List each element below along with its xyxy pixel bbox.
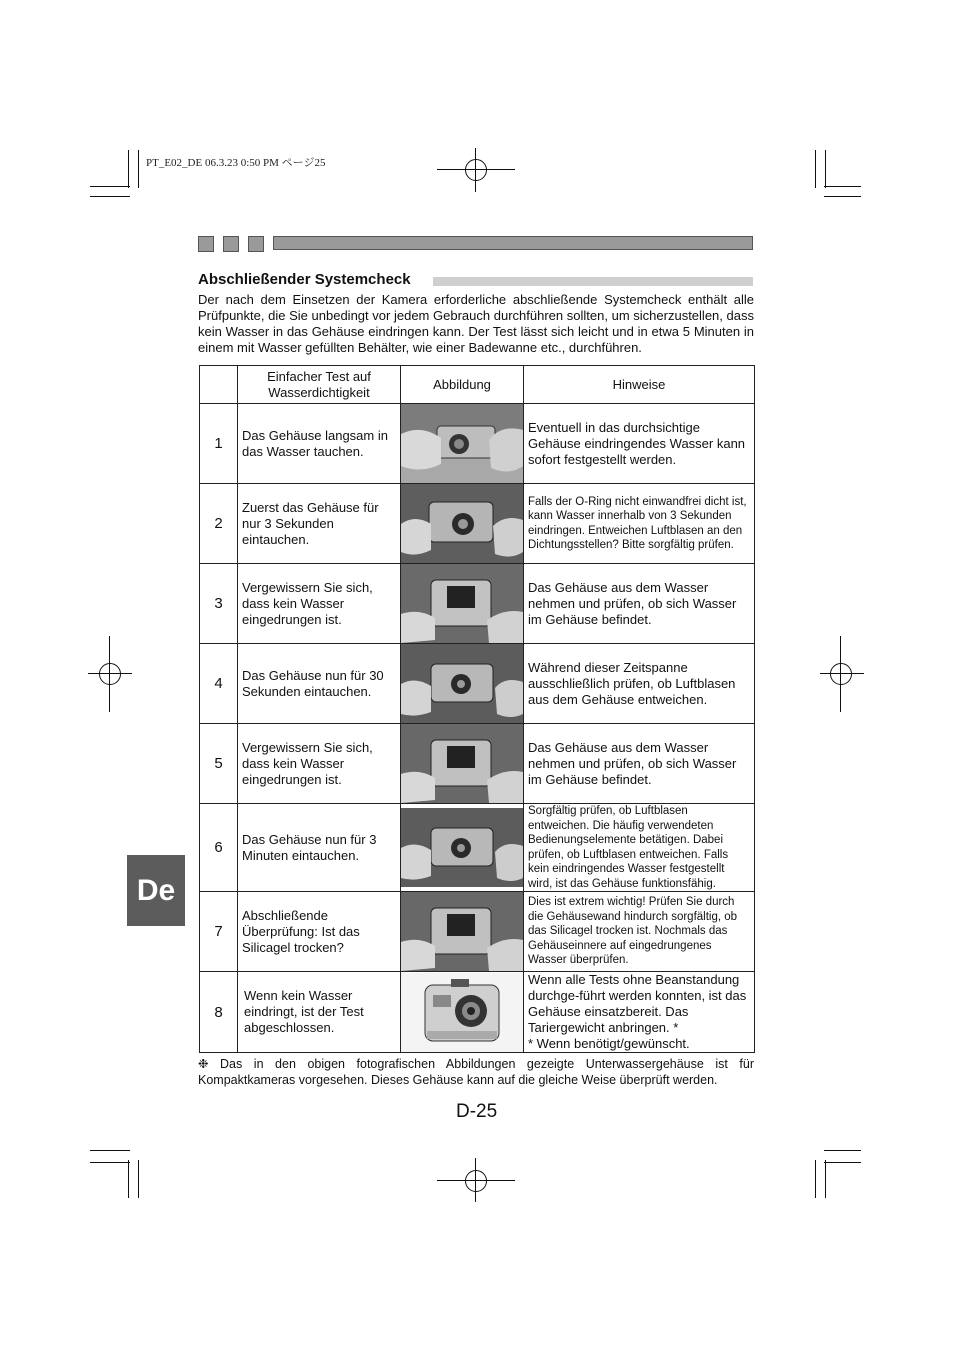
step-photo [401,804,524,892]
housing-underwater-photo [401,484,523,563]
step-number: 6 [200,804,238,892]
step-test: Zuerst das Gehäuse für nur 3 Sekunden eintauchen. [238,484,401,564]
section-title: Abschließender Systemcheck [198,271,411,288]
step-test: Das Gehäuse nun für 3 Minuten eintauchen. [238,804,401,892]
housing-underwater-photo [401,808,523,887]
table-row [200,804,755,892]
table-header-row [200,366,755,404]
step-note: Sorgfältig prüfen, ob Luftblasen entweichen. Die häufig verwendeten Bedienungselemente betätigen. Dabei prüfen, ob Luftblasen entweichen. Falls kein eindringendes Wasser festgestellt wird, ist das Gehäuse funktionsfähig. [524,804,755,892]
step-note: Dies ist extrem wichtig! Prüfen Sie durch die Gehäusewand hindurch sorgfältig, ob das Silicagel trocken ist. Nochmals das Gehäuseinnere auf eingedrungenes Wasser überprüfen. [524,892,755,972]
header-test: Einfacher Test auf Wasserdichtigkeit [238,366,401,404]
step-number: 1 [200,404,238,484]
housing-inspection-photo [401,892,523,971]
header-picture: Abbildung [401,366,524,404]
systemcheck-table [199,365,755,1053]
step-photo [401,644,524,724]
step-photo [401,724,524,804]
page-number: D-25 [456,1101,498,1122]
housing-underwater-photo [401,644,523,723]
table-row [200,644,755,724]
footnote-text: Das in den obigen fotografischen Abbildungen gezeigte Unterwassergehäuse ist für Kompaktkameras vorgesehen. Dieses Gehäuse kann auf die gleiche Weise überprüft werden. [198,1057,754,1087]
step-note: Das Gehäuse aus dem Wasser nehmen und prüfen, ob sich Wasser im Gehäuse befindet. [524,724,755,804]
table-row [200,564,755,644]
step-photo [401,564,524,644]
housing-inspection-photo [401,564,523,643]
step-test: Vergewissern Sie sich, dass kein Wasser eingedrungen ist. [238,564,401,644]
step-test: Abschließende Überprüfung: Ist das Silicagel trocken? [238,892,401,972]
step-test: Das Gehäuse langsam in das Wasser tauchen. [238,404,401,484]
housing-in-hands-photo [401,404,523,483]
title-rule [433,277,753,286]
step-note: Das Gehäuse aus dem Wasser nehmen und prüfen, ob sich Wasser im Gehäuse befindet. [524,564,755,644]
step-number: 7 [200,892,238,972]
step-note: Während dieser Zeitspanne ausschließlich prüfen, ob Luftblasen aus dem Gehäuse entweichen. [524,644,755,724]
language-tab: De [127,855,185,926]
step-test: Vergewissern Sie sich, dass kein Wasser eingedrungen ist. [238,724,401,804]
step-number: 8 [200,972,238,1053]
closed-housing-photo [401,973,523,1052]
footnote-symbol: ❉ [198,1057,209,1071]
table-row [200,972,755,1053]
step-photo [401,972,524,1053]
step-note-text: Wenn alle Tests ohne Beanstandung durchge-führt werden konnten, ist das Gehäuse einsatzbereit. Das Tariergewicht anbringen. * [528,972,747,1035]
print-header: PT_E02_DE 06.3.23 0:50 PM ページ25 [146,157,326,169]
housing-inspection-photo [401,724,523,803]
step-number: 3 [200,564,238,644]
intro-paragraph: Der nach dem Einsetzen der Kamera erforderliche abschließende Systemcheck enthält alle Prüfpunkte, die Sie unbedingt vor jedem Gebrauch durchführen sollten, um sicherzustellen, dass kein Wasser in das Gehäuse eindringen kann. Der Test lässt sich leicht und in etwa 5 Minuten in einem mit Wasser gefüllten Behälter, wie einer Badewanne etc., durchführen. [198,292,754,355]
step-note: Falls der O-Ring nicht einwandfrei dicht ist, kann Wasser innerhalb von 3 Sekunden eindringen. Entweichen Luftblasen an den Dichtungsstellen? Bitte sorgfältig prüfen. [524,484,755,564]
step-note [524,972,755,1053]
step-photo [401,892,524,972]
table-row [200,404,755,484]
step-number: 5 [200,724,238,804]
table-row [200,724,755,804]
step-test: Wenn kein Wasser eindringt, ist der Test abgeschlossen. [238,972,401,1053]
header-notes: Hinweise [524,366,755,404]
step-test: Das Gehäuse nun für 30 Sekunden eintauchen. [238,644,401,724]
header-number [200,366,238,404]
table-row [200,484,755,564]
table-row [200,892,755,972]
step-number: 4 [200,644,238,724]
step-note: Eventuell in das durchsichtige Gehäuse eindringendes Wasser kann sofort festgestellt werden. [524,404,755,484]
step-photo [401,484,524,564]
step-note-asterisk: * Wenn benötigt/gewünscht. [528,1036,690,1051]
step-number: 2 [200,484,238,564]
footnote [198,1056,754,1088]
step-photo [401,404,524,484]
